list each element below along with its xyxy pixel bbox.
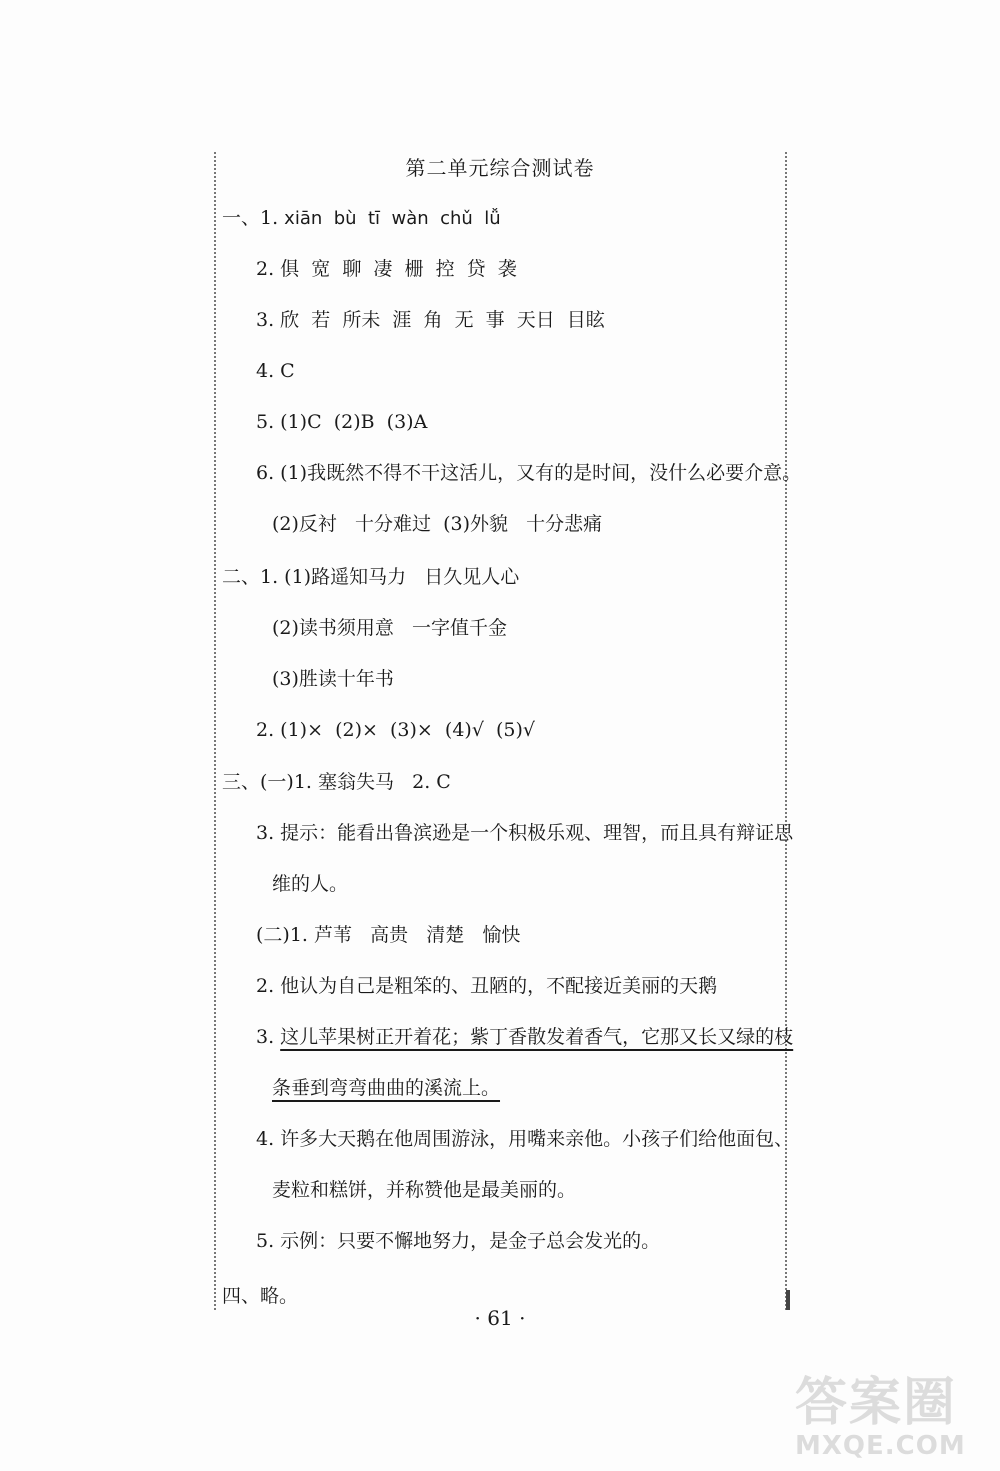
answer-line-2-2: 2. (1)× (2)× (3)× (4)√ (5)√: [256, 719, 536, 741]
answer-line-3-2-1: (二)1. 芦苇 高贵 清楚 愉快: [256, 924, 521, 946]
answer-line-3-3b: 维的人。: [272, 873, 349, 895]
answer-line-1-6: 6. (1)我既然不得不干这活儿，又有的是时间，没什么必要介意。: [256, 462, 802, 484]
answer-line-1-4: 4. C: [256, 360, 295, 382]
page-title: 第二单元综合测试卷: [405, 156, 595, 180]
answer-line-1-2: 2. 俱 宽 聊 凄 栅 控 贷 袭: [256, 258, 517, 280]
pinyin-answers: xiān bù tī wàn chǔ lǚ: [284, 208, 501, 229]
answer-line-2-1: 二、1. (1)路遥知马力 日久见人心: [222, 566, 520, 588]
watermark-url: MXQE.COM: [795, 1431, 966, 1461]
answer-line-1-6b: (2)反衬 十分难过 (3)外貌 十分悲痛: [272, 513, 603, 535]
answer-line-3-2-2: 2. 他认为自己是粗笨的、丑陋的，不配接近美丽的天鹅: [256, 975, 718, 997]
answer-line-2-1b: (2)读书须用意 一字值千金: [272, 617, 508, 639]
answer-line-2-1c: (3)胜读十年书: [272, 668, 394, 690]
answer-line-3-3: 3. 提示：能看出鲁滨逊是一个积极乐观、理智，而且具有辩证思: [256, 822, 794, 844]
page-number: · 61 ·: [474, 1306, 526, 1330]
answer-line-3-2-4b: 麦粒和糕饼，并称赞他是最美丽的。: [272, 1179, 577, 1201]
answer-line-1-1: 一、1. xiān bù tī wàn chǔ lǚ: [222, 207, 501, 229]
answer-line-4: 四、略。: [222, 1285, 299, 1307]
answer-line-3-1: 三、(一)1. 塞翁失马 2. C: [222, 771, 451, 793]
underlined-quote: 这儿苹果树正开着花；紫丁香散发着香气，它那又长又绿的枝: [280, 1026, 794, 1048]
watermark-logo-text: 答案圈: [795, 1373, 958, 1433]
watermark-logo: [795, 1375, 995, 1470]
answer-line-1-5: 5. (1)C (2)B (3)A: [256, 411, 428, 433]
answer-line-3-2-3b: 条垂到弯弯曲曲的溪流上。: [272, 1077, 501, 1099]
answer-line-1-3: 3. 欣 若 所未 涯 角 无 事 天日 目眩: [256, 309, 605, 331]
answer-line-3-2-4: 4. 许多大天鹅在他周围游泳，用嘴来亲他。小孩子们给他面包、: [256, 1128, 794, 1150]
answer-line-3-2-5: 5. 示例：只要不懈地努力，是金子总会发光的。: [256, 1230, 661, 1252]
answer-line-3-2-3: 3. 这儿苹果树正开着花；紫丁香散发着香气，它那又长又绿的枝: [256, 1026, 794, 1048]
left-dotted-border: [214, 152, 216, 1310]
corner-mark: [786, 1290, 790, 1310]
